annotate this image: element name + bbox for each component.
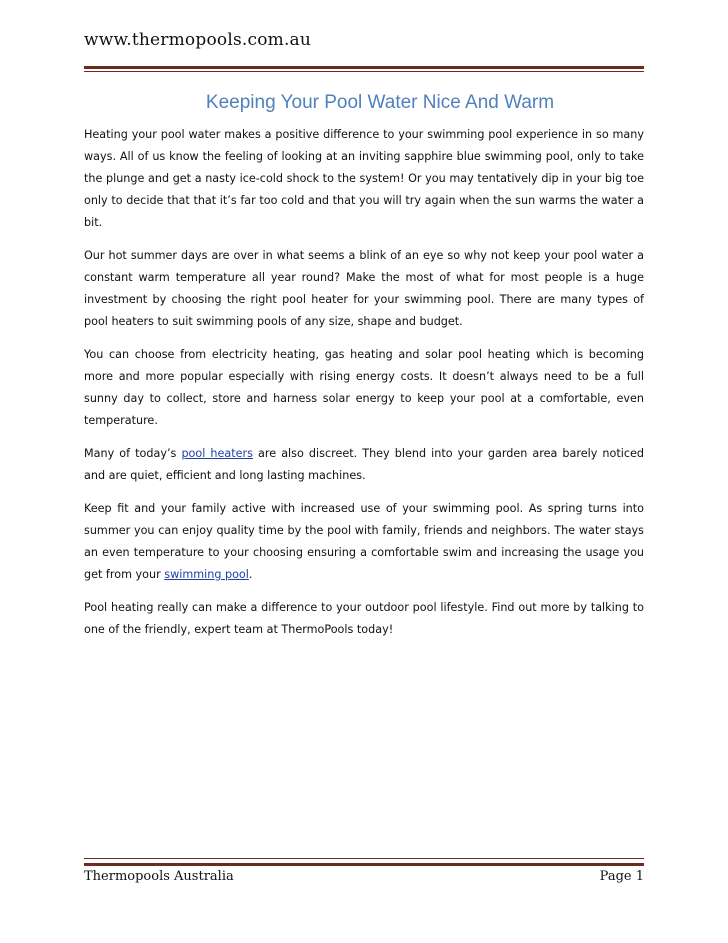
paragraph-3: You can choose from electricity heating, gas heating and solar pool heating which is becoming more and more popular especially with rising energy costs. It doesn’t always need to be a full sunny day to collect, store and harness solar energy to keep your pool at a comfortable, even temperature. <box>84 348 644 427</box>
paragraph-4-text-before: Many of today’s <box>84 447 182 460</box>
paragraph-1: Heating your pool water makes a positive difference to your swimming pool experience in so many ways. All of us know the feeling of looking at an inviting sapphire blue swimming pool, only to take the plunge and get a nasty ice-cold shock to the system! Or you may tentatively dip in your big toe only to decide that that it’s far too cold and that you will try again when the sun warms the water a bit. <box>84 128 644 229</box>
header-rule <box>84 66 644 69</box>
header-rule-thin <box>84 71 644 72</box>
page-title: Keeping Your Pool Water Nice And Warm <box>205 92 555 113</box>
paragraph-5-text-after: . <box>248 568 253 581</box>
article-body <box>84 124 644 652</box>
pool-heaters-link[interactable]: pool heaters <box>181 447 253 460</box>
paragraph-4-text-after: are also discreet. They blend into your garden area barely noticed and are quiet, efficient and long lasting machines. <box>84 447 644 482</box>
footer-rule <box>84 863 644 866</box>
paragraph-5 <box>84 498 644 586</box>
footer-page-number: Page 1 <box>599 869 644 884</box>
paragraph-6: Pool heating really can make a difference to your outdoor pool lifestyle. Find out more by talking to one of the friendly, expert team at ThermoPools today! <box>84 601 644 636</box>
paragraph-2: Our hot summer days are over in what seems a blink of an eye so why not keep your pool water a constant warm temperature all year round? Make the most of what for most people is a huge investment by choosing the right pool heater for your swimming pool. There are many types of pool heaters to suit swimming pools of any size, shape and budget. <box>84 249 644 328</box>
paragraph-5-text-before: Keep fit and your family active with increased use of your swimming pool. As spring turns into summer you can enjoy quality time by the pool with family, friends and neighbors. The water stays an even temperature to your choosing ensuring a comfortable swim and increasing the usage you get from your <box>84 502 644 581</box>
footer-rule-thin <box>84 858 644 859</box>
paragraph-4 <box>84 443 644 487</box>
footer-company: Thermopools Australia <box>84 869 234 884</box>
swimming-pool-link[interactable]: swimming pool <box>164 568 249 581</box>
header-site-url: www.thermopools.com.au <box>84 30 312 50</box>
